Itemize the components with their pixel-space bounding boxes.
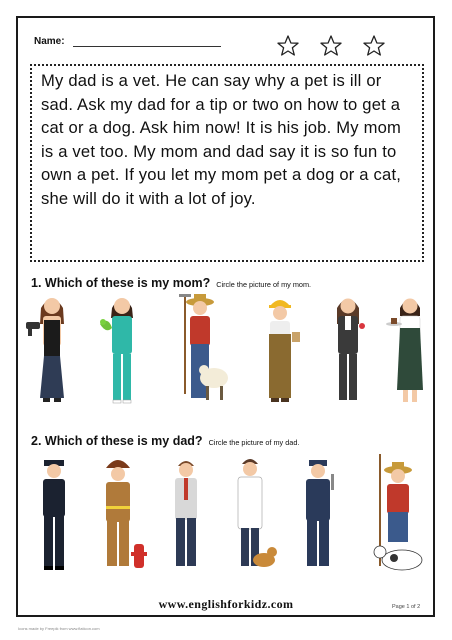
firefighter-man-icon[interactable] xyxy=(106,460,147,568)
name-label: Name: xyxy=(34,36,65,47)
question-2-title: 2. Which of these is my dad? xyxy=(31,434,203,448)
dad-options-row xyxy=(18,454,434,584)
star-icon[interactable] xyxy=(321,36,341,55)
reading-passage: My dad is a vet. He can say why a pet is ill or sad. Ask my dad for a tip or two on how to get a cat or a dog. Ask him now! It is his job. My mom is a vet too. My mom and dad say it is so fun to own a pet. If you let my mom pet a dog or a cat, she will do it with a lot of joy. xyxy=(41,71,402,208)
reading-passage-box xyxy=(30,64,424,262)
mechanic-man-icon[interactable] xyxy=(306,460,334,566)
star-icon[interactable] xyxy=(278,36,298,55)
mom-options-row xyxy=(18,294,434,412)
question-2-instruction: Circle the picture of my dad. xyxy=(208,438,300,447)
waitress-woman-icon[interactable] xyxy=(386,299,423,403)
vet-woman-with-parrot-icon[interactable] xyxy=(100,298,133,403)
farmer-woman-with-sheep-icon[interactable] xyxy=(179,294,228,400)
question-1-instruction: Circle the picture of my mom. xyxy=(216,280,312,289)
page-number: Page 1 of 2 xyxy=(392,604,421,610)
businessman-icon[interactable] xyxy=(175,461,197,566)
hairdresser-woman-icon[interactable] xyxy=(26,298,64,402)
farmer-man-with-cow-icon[interactable] xyxy=(374,454,422,570)
police-man-icon[interactable] xyxy=(43,460,65,570)
doctor-man-with-dog-icon[interactable] xyxy=(238,459,277,567)
builder-woman-icon[interactable] xyxy=(269,300,300,402)
businesswoman-icon[interactable] xyxy=(337,299,365,401)
name-write-line[interactable] xyxy=(73,46,221,47)
star-icon[interactable] xyxy=(364,36,384,55)
icon-credit: Icons made by Freepik from www.flaticon.com xyxy=(18,626,100,631)
footer-website: www.englishforkidz.com xyxy=(158,597,294,611)
question-1 xyxy=(31,276,311,290)
question-1-title: 1. Which of these is my mom? xyxy=(31,276,211,290)
question-2 xyxy=(31,434,299,448)
rating-stars xyxy=(276,34,386,58)
